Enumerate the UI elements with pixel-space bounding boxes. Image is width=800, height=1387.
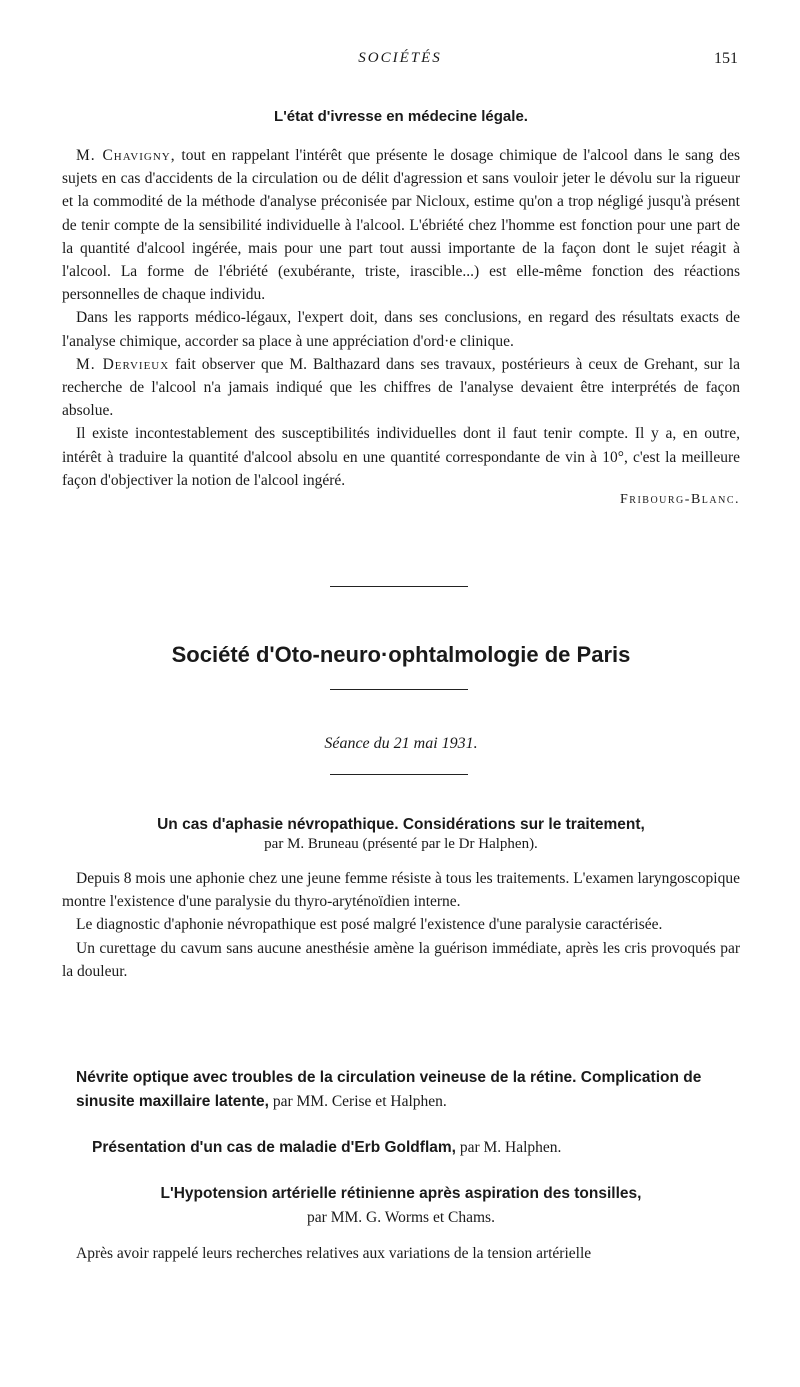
article xyxy=(92,1136,740,1160)
page-number: 151 xyxy=(714,50,738,67)
article-byline: par M. Halphen. xyxy=(455,1139,562,1156)
paragraph: Un curettage du cavum sans aucune anesthésie amène la guérison immédiate, après les cris provoqués par la douleur. xyxy=(62,939,740,980)
paragraph: Dans les rapports médico-légaux, l'expert doit, dans ses conclusions, en regard des résultats exacts de l'analyse chimique, accorder sa place à une appréciation d'ord·e clinique. xyxy=(62,309,740,350)
running-head xyxy=(0,50,800,72)
signature: Fribourg-Blanc. xyxy=(619,492,740,508)
paragraph: Après avoir rappelé leurs recherches relatives aux variations de la tension artérielle xyxy=(76,1245,592,1262)
article-byline: par MM. Cerise et Halphen. xyxy=(268,1093,447,1110)
section-title: L'état d'ivresse en médecine légale. xyxy=(274,108,528,125)
paragraph-text: fait observer que M. Balthazard dans ses travaux, postérieurs à ceux de Grehant, sur la recherche de l'alcool n'a jamais indiqué que les chiffres de l'analyse devaient être interprétés de façon absolue. xyxy=(62,355,740,420)
speaker-name: M. Chavigny, xyxy=(76,147,176,164)
paragraph: Le diagnostic d'aphonie névropathique est posé malgré l'existence d'une paralysie caractérisée. xyxy=(76,916,663,934)
running-head-title: SOCIÉTÉS xyxy=(358,50,442,66)
article xyxy=(76,1066,740,1114)
divider xyxy=(330,586,468,587)
article-byline: par M. Bruneau (présenté par le Dr Halphen). xyxy=(264,836,538,852)
article-title: Présentation d'un cas de maladie d'Erb Goldflam, xyxy=(92,1139,456,1156)
section-body xyxy=(62,144,740,508)
divider xyxy=(330,774,468,775)
paragraph xyxy=(62,144,740,306)
seance-date: Séance du 21 mai 1931. xyxy=(324,735,478,752)
article xyxy=(62,1182,740,1230)
society-name: Société d'Oto-neuro·ophtalmologie de Paris xyxy=(171,642,631,667)
speaker-name: M. Dervieux xyxy=(76,355,170,373)
article-byline: par MM. G. Worms et Chams. xyxy=(307,1209,495,1226)
divider xyxy=(330,689,468,690)
paragraph: Il existe incontestablement des susceptibilités individuelles dont il faut tenir compte. Il y a, en outre, intérêt à traduire la quantité d'alcool absolu en une quantité correspondante de vin à 10°, c'est la meilleure façon d'objectiver la notion de l'alcool ingéré. xyxy=(62,425,740,489)
paragraph: Depuis 8 mois une aphonie chez une jeune femme résiste à tous les traitements. L'examen laryngoscopique montre l'existence d'une paralysie du thyro-aryténoïdien interne. xyxy=(62,870,740,911)
article-title: Névrite optique avec troubles de la circulation veineuse de la rétine. Complication de sinusite maxillaire latente, xyxy=(76,1069,702,1110)
article-title: Un cas d'aphasie névropathique. Considérations sur le traitement, xyxy=(157,816,645,833)
paragraph-text: tout en rappelant l'intérêt que présente le dosage chimique de l'alcool dans le sang des sujets en cas d'accidents de la circulation ou de délit d'agression et sans vouloir jeter le dévolu sur la rigueur et la commodité de la méthode d'analyse préconisée par Nicloux, estime qu'on a trop négligé jusqu'à présent de tenir compte de la sensibilité individuelle à l'alcool. L'ébriété chez l'homme est fonction pour une part de la quantité d'alcool ingérée, mais pour une part tout aussi importante de la façon dont le sujet réagit à l'alcool. La forme de l'ébriété (exubérante, triste, irascible...) est elle-même fonction des réactions personnelles de chaque individu. xyxy=(62,147,740,304)
article-body xyxy=(62,1242,740,1265)
paragraph xyxy=(62,353,740,423)
article xyxy=(62,816,740,983)
article-title: L'Hypotension artérielle rétinienne après aspiration des tonsilles, xyxy=(160,1185,642,1202)
